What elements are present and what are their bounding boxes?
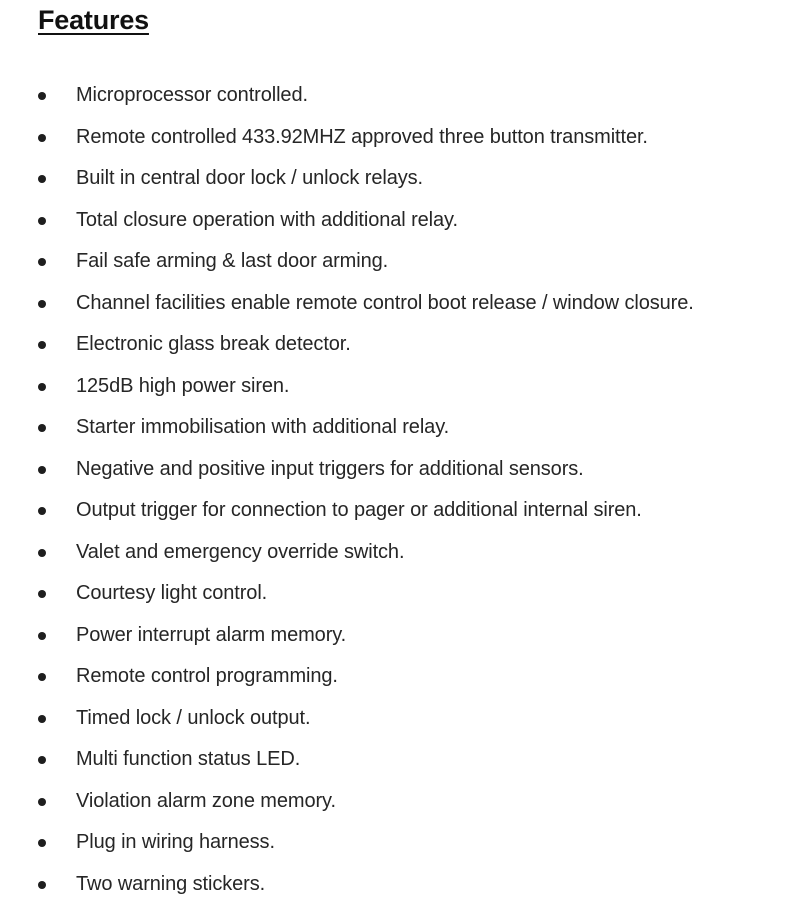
- feature-item: [0, 739, 800, 781]
- bullet-icon: [38, 175, 46, 183]
- bullet-icon: [38, 383, 46, 391]
- page-title: Features: [38, 5, 149, 35]
- feature-item: [0, 324, 800, 366]
- feature-item: [0, 490, 800, 532]
- feature-item: [0, 822, 800, 864]
- feature-item: [0, 366, 800, 408]
- feature-text: Violation alarm zone memory.: [76, 789, 336, 812]
- bullet-icon: [38, 881, 46, 889]
- feature-text: Power interrupt alarm memory.: [76, 623, 347, 646]
- feature-item: [0, 75, 800, 117]
- feature-item: [0, 781, 800, 823]
- bullet-icon: [38, 673, 46, 681]
- feature-item: [0, 532, 800, 574]
- bullet-icon: [38, 839, 46, 847]
- feature-text: Output trigger for connection to pager or additional internal siren.: [76, 499, 642, 521]
- feature-text: Two warning stickers.: [76, 872, 266, 895]
- bullet-icon: [38, 300, 46, 308]
- feature-text: Negative and positive input triggers for additional sensors.: [76, 457, 584, 480]
- feature-item: [0, 407, 800, 449]
- bullet-icon: [38, 424, 46, 432]
- feature-text: Starter immobilisation with additional relay.: [76, 416, 450, 438]
- bullet-icon: [38, 756, 46, 764]
- feature-text: Remote control programming.: [76, 665, 338, 687]
- bullet-icon: [38, 258, 46, 266]
- feature-list: [0, 75, 800, 905]
- feature-text: 125dB high power siren.: [76, 374, 290, 397]
- feature-text: Plug in wiring harness.: [76, 831, 275, 853]
- feature-item: [0, 449, 800, 491]
- feature-item: [0, 283, 800, 325]
- bullet-icon: [38, 507, 46, 515]
- feature-item: [0, 698, 800, 740]
- feature-text: Remote controlled 433.92MHZ approved three button transmitter.: [76, 125, 648, 148]
- feature-text: Microprocessor controlled.: [76, 84, 308, 106]
- feature-item: [0, 241, 800, 283]
- bullet-icon: [38, 217, 46, 225]
- bullet-icon: [38, 549, 46, 557]
- feature-text: Timed lock / unlock output.: [76, 706, 311, 729]
- feature-text: Multi function status LED.: [76, 748, 301, 770]
- feature-text: Fail safe arming & last door arming.: [76, 250, 389, 272]
- feature-text: Electronic glass break detector.: [76, 333, 351, 355]
- feature-item: [0, 158, 800, 200]
- feature-text: Courtesy light control.: [76, 582, 268, 604]
- feature-item: [0, 200, 800, 242]
- feature-text: Built in central door lock / unlock relays.: [76, 167, 423, 189]
- bullet-icon: [38, 134, 46, 142]
- bullet-icon: [38, 341, 46, 349]
- feature-text: Total closure operation with additional relay.: [76, 208, 458, 231]
- bullet-icon: [38, 590, 46, 598]
- feature-text: Valet and emergency override switch.: [76, 540, 405, 563]
- feature-item: [0, 117, 800, 159]
- feature-item: [0, 573, 800, 615]
- feature-item: [0, 656, 800, 698]
- bullet-icon: [38, 715, 46, 723]
- bullet-icon: [38, 466, 46, 474]
- feature-item: [0, 864, 800, 906]
- bullet-icon: [38, 92, 46, 100]
- bullet-icon: [38, 632, 46, 640]
- bullet-icon: [38, 798, 46, 806]
- feature-text: Channel facilities enable remote control boot release / window closure.: [76, 291, 694, 314]
- feature-item: [0, 615, 800, 657]
